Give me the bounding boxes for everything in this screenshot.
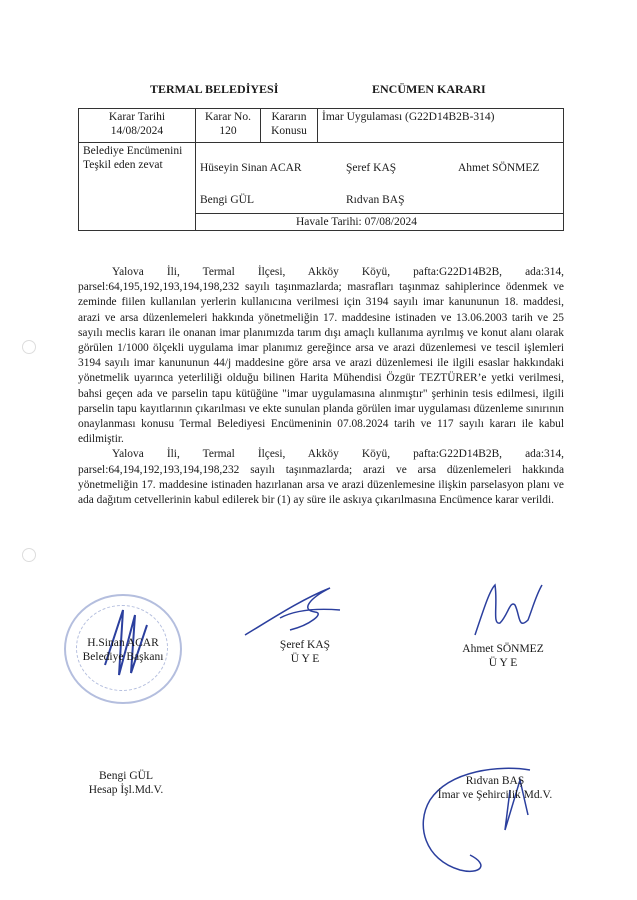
member-4: Bengi GÜL [200,194,254,206]
signature-member-5 [420,774,570,802]
karar-tarihi-label: Karar Tarihi [108,111,166,123]
member-2: Şeref KAŞ [346,162,397,174]
havale-tarihi: Havale Tarihi: 07/08/2024 [196,214,564,231]
encumen-cell [79,143,196,231]
punch-hole-top [22,340,36,354]
mayor-name: H.Sinan ACAR [87,637,159,649]
encumen-label: Belediye Encümenini [83,145,183,157]
signature-mayor [68,636,178,664]
mayor-title: Belediye Başkanı [82,651,164,663]
paragraph-2: Yalova İli, Termal İlçesi, Akköy Köyü, pafta:G22D14B2B, ada:314, parsel:64,194,192,193,194,198,232 sayılı taşınmazlarda; arazi ve arsa düzenlemeleri hakkında yönetmeliğin 17. maddesine istinaden hazırlanan arsa ve arazi düzenlemesine ilişkin parselasyon planı ve ada dağıtım cetvellerinin kabul edilerek bir (1) ay süre ile askıya çıkarılmasına Encümence karar verildi. [78,448,564,507]
kararin-label: Kararın [271,111,307,123]
karar-no-value: 120 [219,125,237,137]
signature-mark-2 [240,580,350,640]
karar-no-cell [196,109,261,143]
teskil-label: Teşkil eden zevat [83,159,163,171]
punch-hole-bottom [22,548,36,562]
signature-member-4 [76,769,176,797]
karar-no-label: Karar No. [205,111,251,123]
member-5-title: İmar ve Şehircilik Md.V. [437,789,553,801]
signature-member-3 [448,642,558,670]
member-5-name: Rıdvan BAŞ [465,775,525,787]
konu-value: İmar Uygulaması (G22D14B2B-314) [318,109,564,143]
karar-tarihi-cell [79,109,196,143]
member-4-name: Bengi GÜL [99,770,153,782]
members-row-1 [196,143,564,182]
member-4-title: Hesap İşl.Md.V. [88,784,164,796]
municipality-title: TERMAL BELEDİYESİ [150,82,279,96]
karar-tarihi-value: 14/08/2024 [110,125,164,137]
member-2-title: Ü Y E [290,653,320,665]
member-3: Ahmet SÖNMEZ [458,162,540,174]
member-5: Rıdvan BAŞ [346,194,405,206]
signature-mark-3 [470,575,550,645]
member-3-title: Ü Y E [488,657,518,669]
member-3-name: Ahmet SÖNMEZ [462,643,544,655]
paragraph-1: Yalova İli, Termal İlçesi, Akköy Köyü, pafta:G22D14B2B, ada:314, parsel:64,195,192,193,194,198,232 sayılı taşınmazlarda; masrafları taşınmaz sahiplerince ödenmek ve zeminde fiilen kullanılan yerlerin kullanıcına verilmesi için 3194 sayılı imar kanununun 18. maddesi, arazi ve arsa düzenlemeleri hakkında yönetmeliğin 17. maddesine istinaden ve 13.06.2003 tarih ve 25 sayılı meclis kararı ile onanan imar planımızda tarım dışı amaçlı kullanıma ayrılmış ve konut alanı olarak görülen 1/1000 ölçekli uygulama imar planımız gereğince arsa ve arazi düzenlemesi ve tescil işlemleri 3194 sayılı imar kanununun 44/j maddesine göre arsa ve arazi düzenlemesi ile ilgili esaslar hakkındaki yönetmelik uyarınca yeterliliği olduğu bilinen Harita Mühendisi Özgür TEZTÜRER’e yetki verilmesi, bahsi geçen ada ve parselin tapu kütüğüne "imar uygulamasına alınmıştır" şerhinin tesis edilmesi, ilgili parselin tapu kayıtlarının çıkarılması ve ekte sunulan planda görülen imar uygulaması düzenleme sınırının onaylanması konusu Termal Belediyesi Encümeninin 07.08.2024 tarih ve 117 sayılı kararı ile kabul edilmiştir. [78,266,564,446]
signature-member-2 [262,638,348,666]
decision-body [78,265,564,508]
konusu-label: Konusu [271,125,307,137]
members-row-2 [196,181,564,214]
kararin-konusu-cell [261,109,318,143]
decision-info-table [78,108,564,231]
member-1: Hüseyin Sinan ACAR [200,162,302,174]
member-2-name: Şeref KAŞ [279,639,331,651]
document-title: ENCÜMEN KARARI [372,82,486,96]
